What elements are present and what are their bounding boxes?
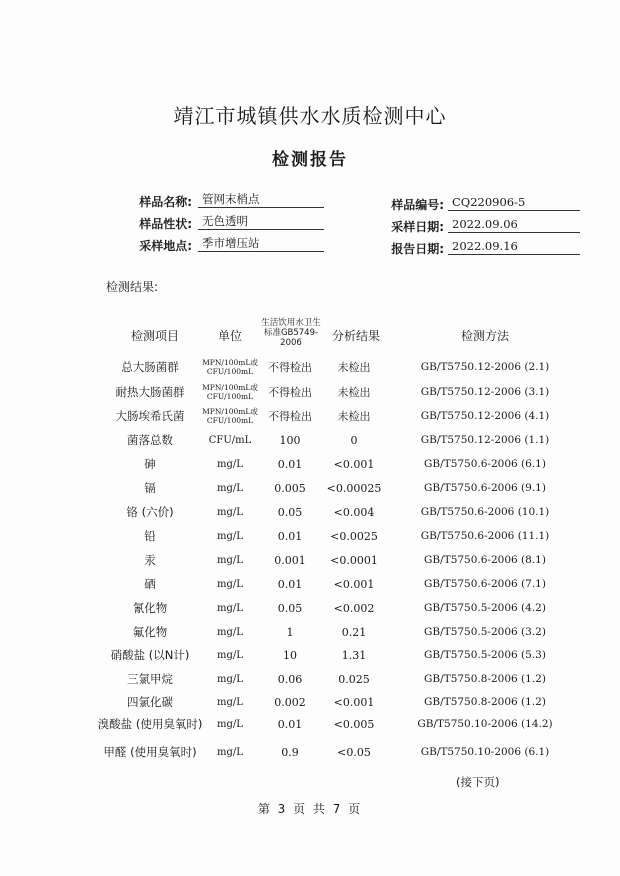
column-header-method: 检测方法 — [460, 329, 509, 343]
row-item: 氟化物 — [132, 624, 168, 639]
row-result: <0.00025 — [326, 481, 382, 495]
row-item: 硝酸盐 (以N计) — [110, 647, 190, 662]
row-standard: 10 — [283, 648, 297, 662]
row-item: 菌落总数 — [127, 432, 173, 447]
row-unit: mg/L — [217, 554, 243, 566]
row-result: <0.004 — [333, 505, 375, 519]
row-result: 0.21 — [341, 625, 367, 639]
row-standard: 0.05 — [277, 505, 303, 519]
table-row — [0, 667, 620, 691]
row-item: 砷 — [144, 456, 156, 471]
row-unit: mg/L — [217, 506, 243, 518]
column-header-standard: 生活饮用水卫生标准GB5749-2006 — [261, 318, 321, 348]
table-row — [0, 452, 620, 476]
row-item: 氰化物 — [132, 600, 168, 615]
row-result: <0.005 — [333, 717, 375, 731]
row-unit: CFU/mL — [208, 434, 252, 446]
table-row — [0, 712, 620, 736]
row-standard: 不得检出 — [268, 410, 312, 423]
row-standard: 0.05 — [277, 601, 303, 615]
row-unit: mg/L — [217, 673, 243, 685]
row-method: GB/T5750.12-2006 (4.1) — [420, 410, 550, 422]
row-unit: MPN/100mL或CFU/100mL — [202, 358, 258, 376]
page-number: 第 3 页 共 7 页 — [257, 802, 363, 816]
sample-id-label: 样品编号: — [391, 198, 444, 212]
row-result: <0.0025 — [330, 529, 378, 543]
row-result: 未检出 — [337, 386, 371, 399]
row-unit: mg/L — [217, 746, 243, 758]
row-method: GB/T5750.5-2006 (5.3) — [424, 649, 546, 661]
row-unit: MPN/100mL或CFU/100mL — [202, 407, 258, 425]
table-row — [0, 548, 620, 572]
row-result: <0.001 — [333, 457, 375, 471]
row-standard: 0.06 — [277, 672, 303, 686]
row-standard: 0.9 — [281, 745, 299, 759]
sample-site-label: 采样地点: — [139, 239, 192, 253]
row-method: GB/T5750.12-2006 (3.1) — [420, 386, 550, 398]
row-unit: mg/L — [217, 718, 243, 730]
row-method: GB/T5750.6-2006 (10.1) — [420, 506, 550, 518]
report-title: 检测报告 — [272, 150, 348, 170]
row-result: <0.001 — [333, 695, 375, 709]
sample-id-value: CQ220906-5 — [448, 195, 580, 211]
row-method: GB/T5750.6-2006 (8.1) — [424, 554, 546, 566]
table-row — [0, 524, 620, 548]
table-row — [0, 380, 620, 404]
row-method: GB/T5750.5-2006 (3.2) — [424, 626, 546, 638]
row-item: 总大肠菌群 — [121, 359, 179, 374]
row-standard: 0.001 — [274, 553, 306, 567]
row-result: 未检出 — [337, 361, 371, 374]
table-row — [0, 355, 620, 379]
column-header-item: 检测项目 — [130, 329, 179, 343]
row-item: 镉 — [144, 480, 156, 495]
row-item: 铬 (六价) — [126, 504, 174, 519]
table-row — [0, 404, 620, 428]
table-row — [0, 643, 620, 667]
sampling-date-value: 2022.09.06 — [448, 217, 580, 233]
row-item: 三氯甲烷 — [127, 671, 173, 686]
row-item: 汞 — [144, 552, 156, 567]
row-method: GB/T5750.5-2006 (4.2) — [424, 602, 546, 614]
table-row — [0, 476, 620, 500]
row-standard: 0.01 — [277, 529, 303, 543]
row-method: GB/T5750.6-2006 (11.1) — [420, 530, 550, 542]
continued-note: (接下页) — [456, 775, 500, 789]
row-result: 0.025 — [338, 672, 370, 686]
row-result: <0.001 — [333, 577, 375, 591]
table-row — [0, 572, 620, 596]
row-item: 溴酸盐 (使用臭氧时) — [97, 716, 203, 731]
table-row — [0, 740, 620, 764]
row-method: GB/T5750.6-2006 (9.1) — [424, 482, 546, 494]
row-standard: 0.005 — [274, 481, 306, 495]
row-unit: mg/L — [217, 602, 243, 614]
sample-site-value: 季市增压站 — [198, 236, 324, 252]
row-method: GB/T5750.12-2006 (1.1) — [420, 434, 550, 446]
results-section-label: 检测结果: — [106, 280, 159, 294]
row-result: <0.05 — [337, 745, 371, 759]
table-row — [0, 690, 620, 714]
sample-name-value: 管网末梢点 — [198, 192, 324, 208]
row-unit: mg/L — [217, 696, 243, 708]
sample-trait-value: 无色透明 — [198, 214, 324, 230]
row-result: 未检出 — [337, 410, 371, 423]
row-item: 硒 — [144, 576, 156, 591]
sample-name-label: 样品名称: — [139, 195, 192, 209]
row-result: <0.002 — [333, 601, 375, 615]
row-standard: 0.01 — [277, 717, 303, 731]
row-method: GB/T5750.12-2006 (2.1) — [420, 361, 550, 373]
row-unit: mg/L — [217, 530, 243, 542]
row-item: 四氯化碳 — [127, 694, 173, 709]
report-date-label: 报告日期: — [391, 242, 444, 256]
table-row — [0, 596, 620, 620]
row-unit: mg/L — [217, 458, 243, 470]
row-method: GB/T5750.8-2006 (1.2) — [424, 673, 546, 685]
row-item: 大肠埃希氏菌 — [115, 408, 185, 423]
column-header-unit: 单位 — [217, 329, 242, 343]
row-standard: 100 — [279, 433, 301, 447]
row-item: 甲醛 (使用臭氧时) — [103, 744, 197, 759]
row-method: GB/T5750.10-2006 (6.1) — [420, 746, 550, 758]
sample-trait-label: 样品性状: — [139, 217, 192, 231]
row-unit: mg/L — [217, 578, 243, 590]
row-item: 铅 — [144, 528, 156, 543]
row-standard: 1 — [286, 625, 294, 639]
row-standard: 0.01 — [277, 457, 303, 471]
row-item: 耐热大肠菌群 — [115, 384, 185, 399]
row-result: 0 — [350, 433, 358, 447]
row-standard: 不得检出 — [268, 386, 312, 399]
table-row — [0, 620, 620, 644]
organization-name: 靖江市城镇供水水质检测中心 — [173, 104, 447, 128]
row-method: GB/T5750.6-2006 (6.1) — [424, 458, 546, 470]
table-row — [0, 500, 620, 524]
row-unit: MPN/100mL或CFU/100mL — [202, 383, 258, 401]
row-standard: 0.002 — [274, 695, 306, 709]
row-standard: 不得检出 — [268, 361, 312, 374]
table-row — [0, 428, 620, 452]
row-method: GB/T5750.10-2006 (14.2) — [417, 718, 553, 730]
row-unit: mg/L — [217, 482, 243, 494]
row-method: GB/T5750.8-2006 (1.2) — [424, 696, 546, 708]
row-result: <0.0001 — [330, 553, 378, 567]
row-standard: 0.01 — [277, 577, 303, 591]
column-header-result: 分析结果 — [331, 329, 380, 343]
row-method: GB/T5750.6-2006 (7.1) — [424, 578, 546, 590]
row-unit: mg/L — [217, 626, 243, 638]
row-result: 1.31 — [341, 648, 367, 662]
row-unit: mg/L — [217, 649, 243, 661]
report-date-value: 2022.09.16 — [448, 239, 580, 255]
sampling-date-label: 采样日期: — [391, 220, 444, 234]
